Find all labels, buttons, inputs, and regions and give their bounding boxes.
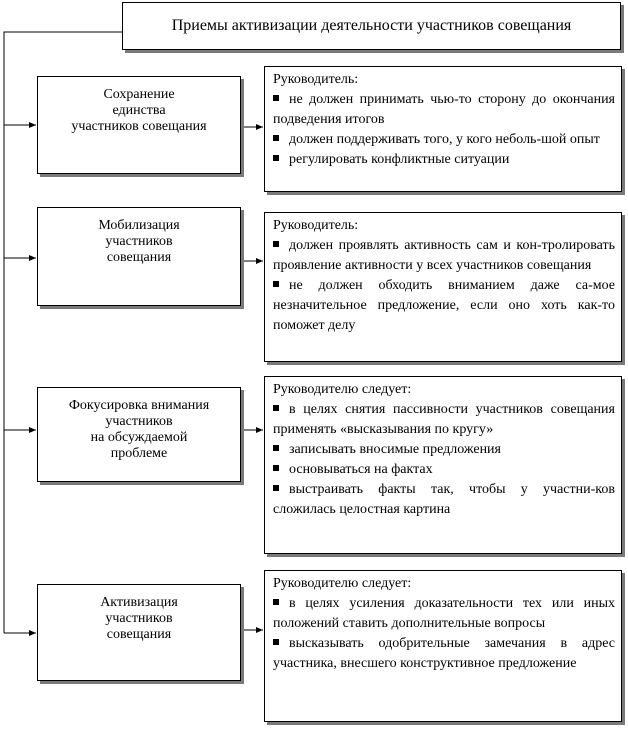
technique-box-mobilization (37, 207, 241, 306)
technique-label: Фокусировка внимания участников на обсуждаемой проблеме (68, 398, 210, 461)
guidance-box-unity (264, 66, 622, 192)
guidance-item: высказывать одобрительные замечания в адрес участника, внесшего конструктивное предложение (273, 636, 615, 671)
diagram-title-box (122, 2, 621, 50)
technique-label: Мобилизация участников совещания (98, 218, 180, 265)
bullet-icon (273, 639, 279, 645)
technique-box-focus (37, 387, 241, 482)
bullet-icon (273, 155, 279, 161)
bullet-icon (273, 281, 279, 287)
guidance-item: основываться на фактах (273, 460, 615, 480)
guidance-box-activation (264, 570, 622, 722)
guidance-heading: Руководителю следует: (273, 576, 412, 591)
technique-box-activation (37, 584, 241, 681)
guidance-item: в целях усиления доказательности тех или иных положений ставить дополнительные вопросы (273, 596, 615, 631)
bullet-icon (273, 599, 279, 605)
guidance-heading: Руководитель: (273, 218, 359, 233)
bullet-icon (273, 135, 279, 141)
technique-box-unity (37, 76, 241, 174)
guidance-item: записывать вносимые предложения (273, 440, 615, 460)
guidance-heading: Руководителю следует: (273, 382, 412, 397)
bullet-icon (273, 405, 279, 411)
guidance-box-mobilization (264, 212, 622, 362)
guidance-item: должен поддерживать того, у кого неболь-шой опыт (273, 130, 615, 150)
guidance-item: не должен обходить вниманием даже са-мое незначительное предложение, если оно хоть как-то поможет делу (273, 278, 615, 333)
guidance-item: должен проявлять активность сам и кон-тролировать проявление активности у всех участников совещания (273, 238, 615, 273)
technique-label: Сохранение единства участников совещания (71, 87, 207, 134)
bullet-icon (273, 465, 279, 471)
guidance-heading: Руководитель: (273, 72, 359, 87)
guidance-item: выстраивать факты так, чтобы у участни-ков сложилась целостная картина (273, 482, 615, 517)
bullet-icon (273, 485, 279, 491)
guidance-item: не должен принимать чью-то сторону до окончания подведения итогов (273, 92, 615, 127)
bullet-icon (273, 445, 279, 451)
diagram-title: Приемы активизации деятельности участников совещания (171, 17, 572, 34)
bullet-icon (273, 241, 279, 247)
guidance-item: в целях снятия пассивности участников совещания применять «высказывания по кругу» (273, 402, 615, 437)
guidance-item: регулировать конфликтные ситуации (273, 150, 615, 170)
technique-label: Активизация участников совещания (100, 595, 178, 642)
bullet-icon (273, 95, 279, 101)
guidance-box-focus (264, 376, 622, 554)
